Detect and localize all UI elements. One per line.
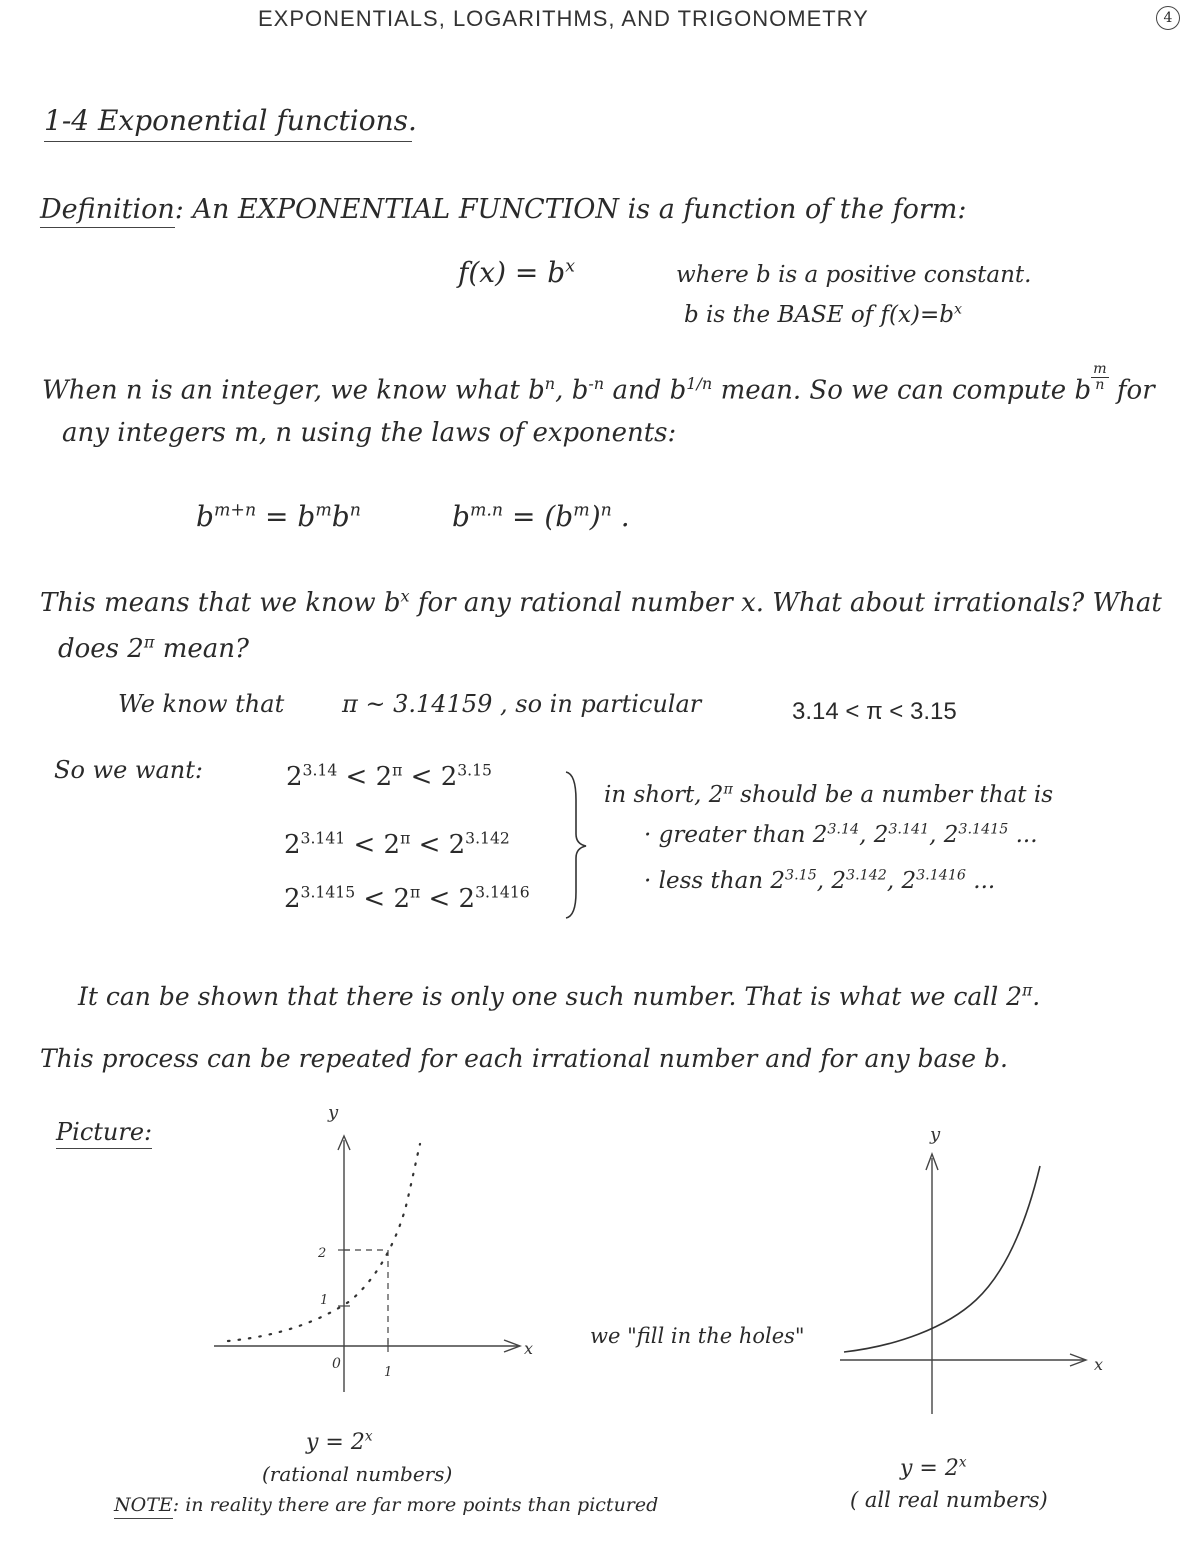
we-know-that: We know that	[118, 690, 285, 718]
pi-approximation: π ~ 3.14159 , so in particular	[342, 690, 702, 718]
in-short-line: in short, $2^\pi$ should be a number that is	[604, 781, 1054, 808]
greater-than-line: · greater than $2^{3.14}$, $2^{3.141}$, $2^{3.1415}$ ...	[644, 821, 1038, 848]
picture-label: Picture:	[56, 1118, 152, 1149]
so-we-want-label: So we want:	[54, 756, 203, 784]
curly-brace	[562, 770, 592, 920]
definition-label: Definition	[40, 194, 175, 228]
definition-line	[40, 194, 966, 225]
left-tick-1: 1	[320, 1293, 329, 1308]
right-x-axis-label: x	[1094, 1355, 1104, 1374]
definition-text: : An EXPONENTIAL FUNCTION is a function of the form:	[174, 194, 967, 225]
section-heading: 1-4 Exponential functions.	[44, 104, 412, 142]
fraction-m-over-n: $\frac{m}{n}$	[1093, 361, 1107, 393]
left-tick-2: 2	[318, 1246, 327, 1261]
left-caption-equation: $y = 2^x$	[306, 1428, 373, 1455]
left-origin: 0	[332, 1356, 341, 1372]
note-text: : in reality there are far more points than pictured	[172, 1494, 659, 1516]
pi-bounds: 3.14 < π < 3.15	[792, 698, 957, 725]
rational-points-graph	[200, 1096, 560, 1406]
left-y-axis-label: y	[328, 1102, 339, 1123]
paragraph-1-line-2: any integers m, n using the laws of exponents:	[62, 418, 677, 448]
right-caption-equation: $y = 2^x$	[900, 1454, 967, 1481]
right-y-axis-label: y	[930, 1124, 941, 1145]
less-than-line: · less than $2^{3.15}$, $2^{3.142}$, $2^{3.1416}$ ...	[644, 867, 996, 894]
inequality-row-1: $2^{3.14} < 2^\pi < 2^{3.15}$	[286, 761, 492, 792]
dotted-exponential-curve	[228, 1144, 420, 1341]
left-x-axis-label: x	[524, 1339, 534, 1358]
paragraph-2-line-1: This means that we know $b^x$ for any rational number x. What about irrationals? What	[40, 586, 1162, 618]
paragraph-3-line-2: This process can be repeated for each irrational number and for any base b.	[40, 1044, 1008, 1073]
right-caption-all-real: ( all real numbers)	[850, 1488, 1048, 1512]
definition-note-2: b is the BASE of $f(x)=b^x$	[684, 301, 962, 328]
law-of-exponents-product: $b^{m.n} = (b^m)^n$ .	[452, 500, 630, 533]
paragraph-1-line-1: When n is an integer, we know what $b^n$, $b^{-n}$ and $b^{1/n}$ mean. So we can compute b $\frac{m}{n}$ for	[42, 361, 1155, 406]
definition-formula: $f(x) = b^x$	[458, 256, 575, 289]
continuous-exponential-curve	[844, 1166, 1040, 1352]
real-numbers-graph	[836, 1114, 1116, 1424]
inequality-row-3: $2^{3.1415} < 2^\pi < 2^{3.1416}$	[284, 883, 530, 914]
page-number: 4	[1156, 6, 1180, 30]
paragraph-3-line-1: It can be shown that there is only one such number. That is what we call $2^\pi$.	[78, 981, 1041, 1011]
paragraph-2-line-2: does $2^\pi$ mean?	[58, 632, 249, 664]
left-caption-rational: (rational numbers)	[262, 1462, 453, 1486]
law-of-exponents-sum: $b^{m+n} = b^mb^n$	[196, 500, 361, 533]
note-line	[114, 1494, 658, 1516]
inequality-row-2: $2^{3.141} < 2^\pi < 2^{3.142}$	[284, 829, 510, 860]
page-header-title: EXPONENTIALS, LOGARITHMS, AND TRIGONOMETRY	[258, 6, 869, 31]
fill-in-the-holes-note: we "fill in the holes"	[590, 1324, 805, 1348]
left-x-tick-1: 1	[384, 1365, 393, 1380]
definition-note-1: where b is a positive constant.	[676, 262, 1032, 288]
note-label: NOTE	[114, 1494, 173, 1519]
